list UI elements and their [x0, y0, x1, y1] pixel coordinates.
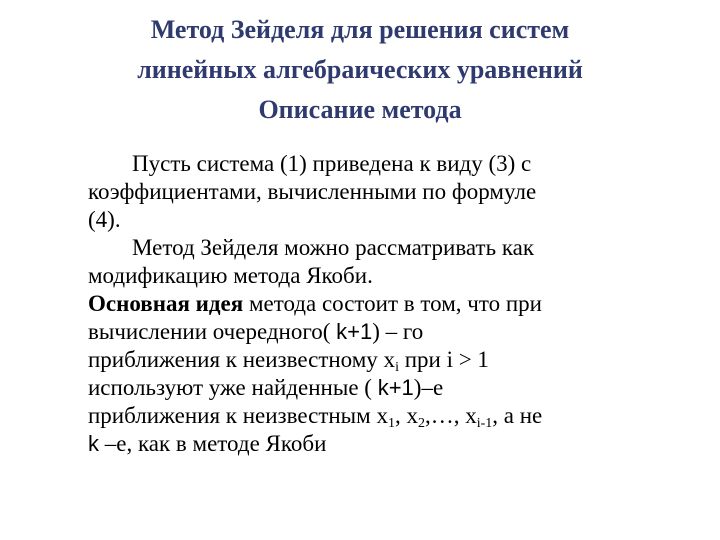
key-idea-text: метода состоит в том, что при — [243, 291, 542, 316]
text-segment: ) – го — [372, 319, 424, 344]
text-segment: ,…, x — [424, 403, 477, 428]
slide-body — [88, 150, 668, 458]
iteration-k-plus-1: k+1 — [336, 319, 373, 344]
paragraph-3-line-6 — [88, 430, 668, 458]
paragraph-2-line-2: модификацию метода Якоби. — [88, 263, 373, 288]
paragraph-3-line-4 — [88, 374, 668, 402]
title-line-3: Описание метода — [258, 95, 462, 124]
text-segment: –е, как в методе Якоби — [99, 431, 327, 456]
subscript-i: i — [395, 360, 399, 375]
iteration-k: k — [88, 431, 99, 456]
paragraph-3-line-1 — [88, 290, 668, 318]
paragraph-1-line-3: (4). — [88, 207, 121, 232]
subscript-2: 2 — [417, 416, 425, 431]
paragraph-3-line-5 — [88, 402, 668, 430]
paragraph-1-line-2: коэффициентами, вычисленными по формуле — [88, 179, 537, 204]
text-segment: приближения к неизвестному x — [88, 347, 396, 372]
paragraph-3-line-2 — [88, 318, 668, 346]
text-segment: )–е — [413, 375, 444, 400]
paragraph-2-line-1: Метод Зейделя можно рассматривать как — [132, 235, 535, 260]
text-segment: используют уже найденные ( — [88, 375, 378, 400]
key-idea-label: Основная идея — [88, 291, 244, 316]
iteration-k-plus-1: k+1 — [377, 375, 414, 400]
paragraph-1-line-1: Пусть система (1) приведена к виду (3) с — [132, 151, 532, 176]
text-segment: приближения к неизвестным x — [88, 403, 388, 428]
text-segment: , а не — [492, 403, 543, 428]
text-segment: вычислении очередного( — [88, 319, 337, 344]
title-line-1: Метод Зейделя для решения систем — [150, 15, 570, 44]
text-segment: , x — [394, 403, 418, 428]
subscript-i-minus-1: i-1 — [476, 416, 493, 431]
title-line-2: линейных алгебраических уравнений — [137, 55, 583, 84]
text-segment: при i > 1 — [398, 347, 489, 372]
paragraph-3-line-3 — [88, 346, 668, 374]
subscript-1: 1 — [387, 416, 395, 431]
slide-title — [40, 10, 680, 130]
